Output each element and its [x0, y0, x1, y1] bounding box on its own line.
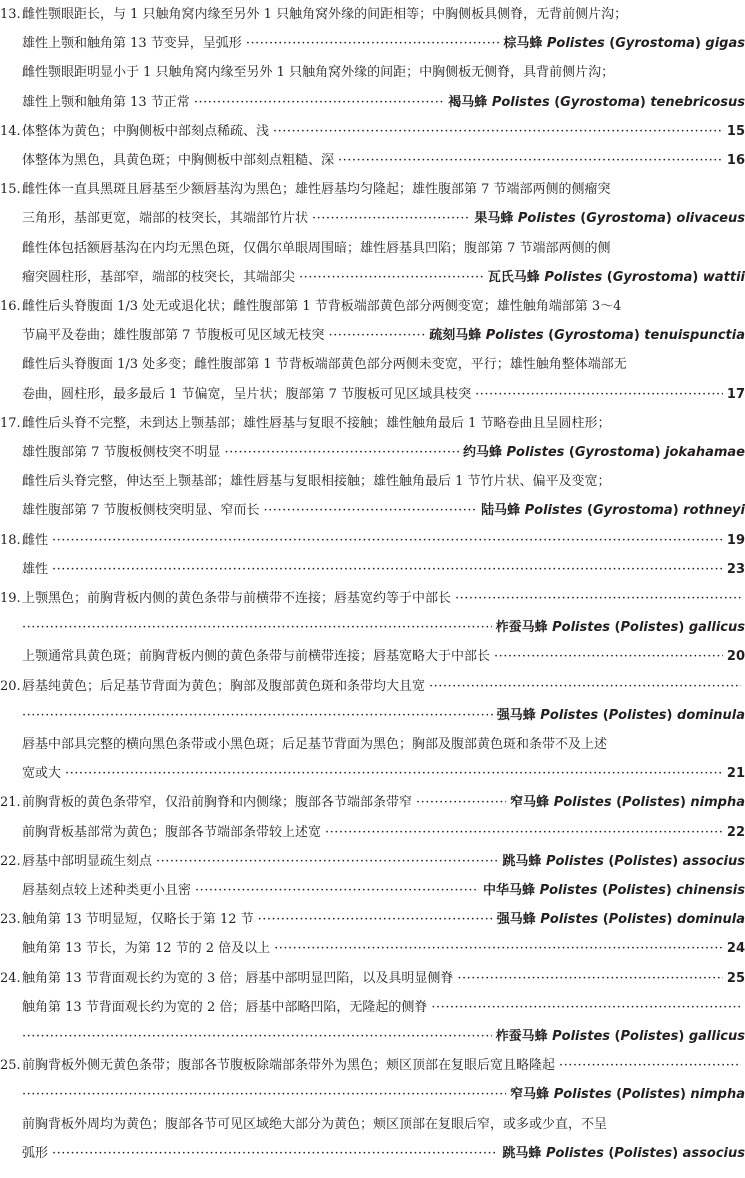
genus-name: Polistes: [546, 36, 605, 52]
couplet-text: 上颚黑色；前胸背板内侧的黄色条带与前横带不连接；唇基宽约等于中部长: [22, 591, 452, 606]
couplet-line: [0, 905, 745, 935]
species-name: 褐马蜂 Polistes (Gyrostoma) tenebricosus: [448, 94, 745, 110]
species-epithet: dominula: [677, 707, 745, 723]
couplet-line-continuation: [0, 730, 745, 760]
couplet-text: 雌性颚眼距长，与 1 只触角窝内缘至另外 1 只触角窝外缘的间距相等；中胸侧板具侧脊，无背前侧片沟；: [22, 7, 628, 22]
species-epithet: nimpha: [690, 1087, 745, 1103]
genus-name: Polistes: [491, 94, 550, 110]
couplet-line: [0, 292, 745, 322]
couplet-line-continuation: [0, 934, 745, 964]
couplet-text: 前胸背板的黄色条带窄，仅沿前胸脊和内侧缘；腹部各节端部条带窄: [22, 795, 413, 811]
genus-name: Polistes: [545, 1145, 604, 1161]
couplet-text: 前胸背板外侧无黄色条带；腹部各节腹板除端部条带外为黑色；颊区顶部在复眼后宽且略隆起: [22, 1058, 556, 1074]
subgenus-name: Gyrostoma: [586, 211, 666, 227]
couplet-text: 雌性后头脊腹面 1/3 处无或退化状；雌性腹部第 1 节背板端部黄色部分两侧变宽；雄性触角端部第 3～4: [22, 299, 622, 314]
dot-leader: [273, 117, 723, 147]
species-common-name: 强马蜂: [496, 707, 536, 723]
couplet-text: 三角形，基部更宽，端部的枝突长，其端部竹片状: [22, 211, 309, 227]
dot-leader: [264, 496, 478, 526]
couplet-number: 19.: [0, 591, 21, 606]
dot-leader: [431, 993, 741, 1023]
genus-name: Polistes: [524, 503, 583, 519]
genus-name: Polistes: [485, 328, 544, 344]
species-name: 约马蜂 Polistes (Gyrostoma) jokahamae: [462, 445, 745, 460]
couplet-line-continuation: [0, 321, 745, 351]
species-common-name: 陆马蜂: [481, 503, 521, 519]
couplet-text: 雌性颚眼距明显小于 1 只触角窝内缘至另外 1 只触角窝外缘的间距；中胸侧板无侧脊，具背前侧片沟；: [22, 65, 615, 81]
species-epithet: chinensis: [676, 883, 745, 898]
dot-leader: [299, 263, 484, 293]
species-common-name: 跳马蜂: [502, 853, 542, 869]
couplet-text: 雌性后头脊腹面 1/3 处多变；雌性腹部第 1 节背板端部黄色部分两侧未变宽，平行；雄性触角整体端部无: [22, 357, 627, 373]
species-common-name: 窄马蜂: [510, 1087, 550, 1103]
dot-leader: [156, 847, 498, 877]
dot-leader: [494, 642, 723, 672]
dot-leader: [559, 1051, 741, 1081]
couplet-text: 上颚通常具黄色斑；前胸背板内侧的黄色条带与前横带连接；唇基宽略大于中部长: [22, 649, 491, 665]
couplet-reference: 25: [726, 970, 745, 986]
dot-leader: [457, 964, 723, 994]
couplet-reference: 15: [726, 123, 745, 139]
couplet-text: 唇基中部具完整的横向黑色条带或小黑色斑；后足基节背面为黑色；胸部及腹部黄色斑和条带不及上述: [22, 737, 608, 752]
couplet-number: 22.: [0, 853, 21, 869]
couplet-line-continuation: [0, 467, 745, 497]
species-common-name: 约马蜂: [462, 445, 502, 460]
dot-leader: [258, 905, 493, 935]
couplet-line-continuation: [0, 993, 745, 1023]
species-epithet: nimpha: [690, 795, 745, 811]
couplet-line-continuation: [0, 818, 745, 848]
couplet-line: [0, 409, 745, 439]
subgenus-name: Polistes: [614, 1145, 673, 1161]
couplet-line: [0, 1051, 745, 1081]
species-epithet: tenuispunctia: [644, 328, 745, 344]
couplet-text: 触角第 13 节背面观长约为宽的 3 倍；唇基中部明显凹陷，以及具明显侧脊: [22, 970, 454, 986]
couplet-text: 雄性腹部第 7 节腹板侧枝突明显、窄而长: [22, 503, 260, 519]
species-name: 窄马蜂 Polistes (Polistes) nimpha: [510, 795, 745, 811]
couplet-number: 23.: [0, 912, 21, 928]
couplet-number: 25.: [0, 1058, 21, 1074]
couplet-line-continuation: [0, 88, 745, 118]
subgenus-name: Polistes: [622, 1087, 680, 1103]
genus-name: Polistes: [540, 707, 599, 723]
couplet-number: 21.: [0, 795, 21, 811]
species-name: 棕马蜂 Polistes (Gyrostoma) gigas: [503, 36, 745, 52]
dot-leader: [194, 88, 444, 118]
subgenus-name: Gyrostoma: [560, 94, 640, 110]
couplet-number: 20.: [0, 678, 21, 694]
couplet-line: [0, 672, 745, 702]
subgenus-name: Polistes: [607, 883, 666, 898]
dot-leader: [416, 788, 506, 818]
dot-leader: [195, 876, 479, 906]
subgenus-name: Gyrostoma: [612, 269, 693, 285]
couplet-reference: 22: [726, 824, 745, 840]
couplet-line-continuation: [0, 613, 745, 643]
genus-name: Polistes: [544, 269, 603, 285]
couplet-number: 15.: [0, 182, 21, 198]
couplet-text: 雌性体包括额唇基沟在内均无黑色斑，仅偶尔单眼周围暗；雄性唇基具凹陷；腹部第 7 节端部两侧的侧: [22, 240, 611, 256]
couplet-line-continuation: [0, 1080, 745, 1110]
dot-leader: [455, 584, 741, 614]
species-name: 跳马蜂 Polistes (Polistes) associus: [502, 853, 745, 869]
couplet-line: [0, 847, 745, 877]
genus-name: Polistes: [552, 620, 611, 636]
couplet-line-continuation: [0, 350, 745, 380]
couplet-line: [0, 0, 745, 30]
couplet-reference: 21: [726, 766, 745, 782]
couplet-text: 雌性后头脊不完整，未到达上颚基部；雄性唇基与复眼不接触；雄性触角最后 1 节略卷曲且呈圆柱形；: [22, 415, 611, 431]
dot-leader: [22, 701, 493, 731]
couplet-line-continuation: [0, 29, 745, 59]
species-common-name: 中华马蜂: [483, 883, 536, 898]
dot-leader: [22, 1080, 506, 1110]
couplet-text: 弧形: [22, 1145, 49, 1161]
species-epithet: gallicus: [688, 1029, 745, 1044]
dot-leader: [329, 321, 426, 351]
species-common-name: 褐马蜂: [448, 94, 488, 110]
subgenus-name: Gyrostoma: [615, 36, 695, 52]
couplet-line: [0, 584, 745, 614]
species-name: 强马蜂 Polistes (Polistes) dominula: [496, 912, 745, 928]
couplet-text: 体整体为黄色；中胸侧板中部刻点稀疏、浅: [22, 123, 270, 139]
couplet-line-continuation: [0, 1139, 745, 1169]
couplet-line-continuation: [0, 701, 745, 731]
couplet-text: 雌性体一直具黑斑且唇基至少额唇基沟为黑色；雄性唇基均匀隆起；雄性腹部第 7 节端部两侧的侧瘤突: [22, 182, 611, 198]
dot-leader: [52, 526, 723, 556]
species-name: 陆马蜂 Polistes (Gyrostoma) rothneyi: [481, 503, 745, 519]
species-epithet: associus: [682, 853, 745, 869]
species-name: 疏刻马蜂 Polistes (Gyrostoma) tenuispunctia: [429, 328, 745, 344]
couplet-line-continuation: [0, 1022, 745, 1052]
genus-name: Polistes: [553, 795, 612, 811]
couplet-text: 前胸背板外周均为黄色；腹部各节可见区域绝大部分为黄色；颊区顶部在复眼后窄，或多或少直，不呈: [22, 1116, 608, 1132]
couplet-line-continuation: [0, 642, 745, 672]
couplet-text: 触角第 13 节背面观长约为宽的 2 倍；唇基中部略凹陷，无隆起的侧脊: [22, 999, 428, 1015]
species-common-name: 跳马蜂: [502, 1145, 542, 1161]
couplet-reference: 23: [726, 561, 745, 577]
dot-leader: [475, 380, 723, 410]
species-epithet: gigas: [705, 36, 745, 52]
dot-leader: [52, 1139, 498, 1169]
couplet-number: 13.: [0, 7, 21, 22]
dot-leader: [325, 818, 723, 848]
species-common-name: 瓦氏马蜂: [487, 269, 540, 285]
couplet-line: [0, 526, 745, 556]
couplet-text: 触角第 13 节长，为第 12 节的 2 倍及以上: [22, 941, 271, 957]
dot-leader: [312, 204, 470, 234]
couplet-text: 雄性: [22, 561, 49, 577]
couplet-text: 前胸背板基部常为黄色；腹部各节端部条带较上述宽: [22, 824, 322, 840]
genus-name: Polistes: [540, 912, 599, 928]
couplet-text: 雄性上颚和触角第 13 节正常: [22, 94, 190, 110]
genus-name: Polistes: [506, 445, 565, 460]
couplet-text: 卷曲，圆柱形，最多最后 1 节偏宽，呈片状；腹部第 7 节腹板可见区域具枝突: [22, 386, 472, 402]
couplet-line-continuation: [0, 204, 745, 234]
genus-name: Polistes: [539, 883, 598, 898]
couplet-text: 雄性腹部第 7 节腹板侧枝突不明显: [22, 445, 221, 460]
couplet-number: 24.: [0, 970, 21, 986]
genus-name: Polistes: [517, 211, 576, 227]
dot-leader: [225, 438, 459, 468]
species-name: 强马蜂 Polistes (Polistes) dominula: [496, 707, 745, 723]
couplet-reference: 19: [726, 532, 745, 548]
subgenus-name: Gyrostoma: [574, 445, 655, 460]
species-epithet: gallicus: [688, 620, 745, 636]
subgenus-name: Gyrostoma: [554, 328, 634, 344]
species-epithet: associus: [682, 1145, 745, 1161]
couplet-text: 雌性: [22, 532, 49, 548]
species-common-name: 窄马蜂: [510, 795, 550, 811]
couplet-line: [0, 175, 745, 205]
couplet-text: 唇基中部明显疏生刻点: [22, 853, 153, 869]
couplet-text: 唇基刻点较上述种类更小且密: [22, 883, 192, 898]
couplet-number: 18.: [0, 532, 21, 548]
genus-name: Polistes: [552, 1029, 611, 1044]
couplet-number: 14.: [0, 123, 21, 139]
dot-leader: [52, 555, 723, 585]
subgenus-name: Polistes: [620, 620, 679, 636]
couplet-text: 雌性后头脊完整，伸达至上颚基部；雄性唇基与复眼相接触；雄性触角最后 1 节竹片状、偏平及变宽；: [22, 474, 611, 490]
couplet-text: 触角第 13 节明显短，仅略长于第 12 节: [22, 912, 254, 928]
couplet-line-continuation: [0, 438, 745, 468]
dot-leader: [22, 1022, 492, 1052]
dot-leader: [22, 613, 492, 643]
species-epithet: wattii: [702, 269, 745, 285]
couplet-line-continuation: [0, 58, 745, 88]
couplet-text: 节扁平及卷曲；雄性腹部第 7 节腹板可见区域无枝突: [22, 328, 325, 344]
couplet-line: [0, 117, 745, 147]
species-common-name: 强马蜂: [496, 912, 536, 928]
species-common-name: 柞蚕马蜂: [495, 1029, 548, 1044]
species-epithet: olivaceus: [676, 211, 745, 227]
couplet-line-continuation: [0, 496, 745, 526]
species-epithet: dominula: [677, 912, 745, 928]
couplet-number: 17.: [0, 415, 21, 431]
dot-leader: [429, 672, 741, 702]
species-name: 柞蚕马蜂 Polistes (Polistes) gallicus: [495, 1029, 745, 1044]
subgenus-name: Polistes: [622, 795, 680, 811]
couplet-text: 唇基纯黄色；后足基节背面为黄色；胸部及腹部黄色斑和条带均大且宽: [22, 678, 426, 694]
couplet-reference: 16: [726, 153, 745, 168]
species-epithet: jokahamae: [665, 445, 745, 460]
couplet-text: 瘤突圆柱形，基部窄，端部的枝突长，其端部尖: [22, 269, 296, 285]
species-common-name: 棕马蜂: [503, 36, 543, 52]
couplet-text: 体整体为黑色，具黄色斑；中胸侧板中部刻点粗糙、深: [22, 153, 335, 168]
species-name: 瓦氏马蜂 Polistes (Gyrostoma) wattii: [487, 269, 745, 285]
couplet-line: [0, 964, 745, 994]
species-name: 柞蚕马蜂 Polistes (Polistes) gallicus: [495, 620, 745, 636]
couplet-line-continuation: [0, 1110, 745, 1140]
species-common-name: 疏刻马蜂: [429, 328, 482, 344]
subgenus-name: Polistes: [614, 853, 673, 869]
subgenus-name: Gyrostoma: [593, 503, 673, 519]
couplet-number: 16.: [0, 299, 21, 314]
genus-name: Polistes: [545, 853, 604, 869]
species-epithet: tenebricosus: [650, 94, 745, 110]
couplet-line: [0, 788, 745, 818]
couplet-line-continuation: [0, 555, 745, 585]
couplet-line-continuation: [0, 234, 745, 264]
couplet-reference: 17: [726, 386, 745, 402]
couplet-text: 宽或大: [22, 766, 62, 782]
species-name: 跳马蜂 Polistes (Polistes) associus: [502, 1145, 745, 1161]
species-name: 中华马蜂 Polistes (Polistes) chinensis: [483, 883, 745, 898]
dot-leader: [246, 29, 500, 59]
subgenus-name: Polistes: [620, 1029, 679, 1044]
couplet-line-continuation: [0, 380, 745, 410]
genus-name: Polistes: [553, 1087, 612, 1103]
subgenus-name: Polistes: [608, 912, 667, 928]
species-common-name: 果马蜂: [474, 211, 514, 227]
species-common-name: 柞蚕马蜂: [495, 620, 548, 636]
dot-leader: [65, 759, 723, 789]
couplet-reference: 24: [726, 941, 745, 957]
couplet-reference: 20: [726, 649, 745, 665]
couplet-text: 雄性上颚和触角第 13 节变异，呈弧形: [22, 36, 242, 52]
dot-leader: [274, 934, 723, 964]
species-name: 果马蜂 Polistes (Gyrostoma) olivaceus: [474, 211, 745, 227]
couplet-line-continuation: [0, 146, 745, 176]
species-name: 窄马蜂 Polistes (Polistes) nimpha: [510, 1087, 745, 1103]
subgenus-name: Polistes: [608, 707, 667, 723]
species-epithet: rothneyi: [683, 503, 745, 519]
couplet-line-continuation: [0, 759, 745, 789]
dot-leader: [338, 146, 723, 176]
couplet-line-continuation: [0, 263, 745, 293]
couplet-line-continuation: [0, 876, 745, 906]
